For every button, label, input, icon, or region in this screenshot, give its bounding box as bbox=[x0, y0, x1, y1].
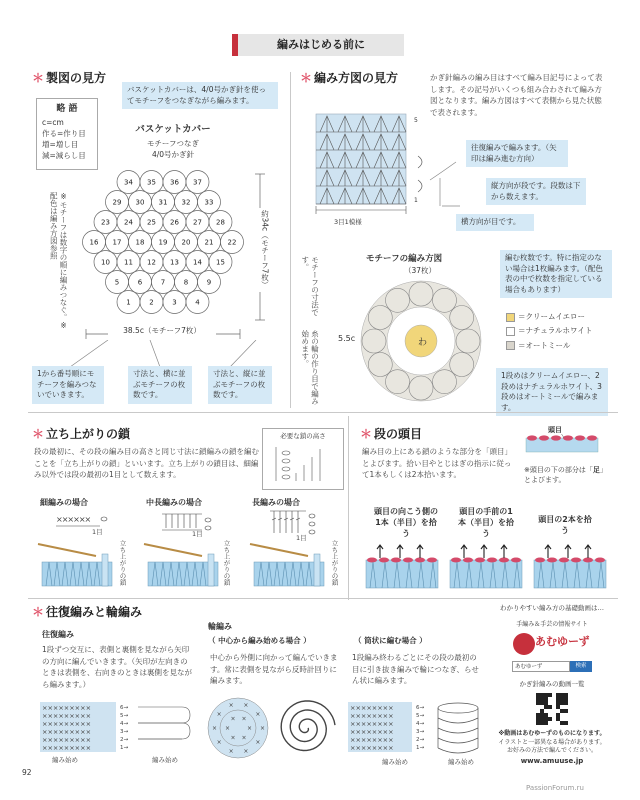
chain-illustrations bbox=[36, 542, 340, 592]
motif-number: 3 bbox=[172, 298, 177, 307]
hdc-one-label: 1目 bbox=[192, 530, 203, 538]
wa-center-illustration bbox=[206, 696, 346, 762]
svg-text:××××××××: ×××××××× bbox=[350, 736, 394, 744]
kind-dc: 長編みの場合 bbox=[252, 498, 300, 507]
ad-url[interactable]: www.amuuse.jp bbox=[520, 756, 584, 765]
svg-text:×: × bbox=[260, 725, 266, 732]
kind-hdc: 中長編みの場合 bbox=[146, 498, 202, 507]
motif-number: 32 bbox=[181, 198, 191, 207]
svg-text:5→: 5→ bbox=[416, 713, 425, 719]
chart-leaders bbox=[428, 152, 468, 222]
motif-number: 14 bbox=[193, 258, 202, 267]
section-title-amikata: ＊ 編み方図の見方 bbox=[300, 71, 399, 85]
motif-size-vertical: モチーフの寸法です。 bbox=[300, 256, 320, 316]
motif-number: 27 bbox=[193, 218, 202, 227]
chain-height-title: 必要な鎖の高さ bbox=[280, 432, 326, 440]
wa-body-2: 1段編み終わるごとにその段の最初の目に引き抜き編みで輪につなぎ、らせん状に編みます。 bbox=[352, 653, 479, 686]
callout-count: 編む枚数です。特に指定のない場合は1枚編みます。（配色表の中で枚数を指定している場合もあります） bbox=[500, 250, 612, 298]
wa-subtitle-2: （ 筒状に編む場合 ） bbox=[354, 636, 427, 645]
search-button[interactable]: 検索 bbox=[570, 661, 592, 672]
tube-start-label-2: 編み始め bbox=[448, 758, 474, 766]
svg-text:5→: 5→ bbox=[120, 713, 129, 719]
head-label: 頭目 bbox=[548, 426, 562, 434]
motif-size-value: 5.5c bbox=[338, 334, 356, 343]
svg-text:××××××××: ×××××××× bbox=[350, 728, 394, 736]
motif-number: 2 bbox=[149, 298, 154, 307]
swatch-white-icon bbox=[506, 327, 515, 336]
divider-vertical-top bbox=[290, 72, 291, 408]
stitch-chart bbox=[306, 112, 436, 232]
svg-text:6→: 6→ bbox=[416, 705, 425, 711]
ofuku-start-label: 編み始め bbox=[52, 756, 78, 764]
legend-oatmeal: ＝オートミール bbox=[506, 339, 592, 353]
head-pick-illustrations bbox=[362, 544, 614, 590]
motif-number: 33 bbox=[204, 198, 214, 207]
svg-text:2→: 2→ bbox=[120, 737, 129, 743]
motif-number: 30 bbox=[135, 198, 145, 207]
motif-start-vertical: 糸の輪の作り目で編み始めます。 bbox=[300, 330, 320, 405]
logo-text: あむゆーず bbox=[535, 634, 590, 648]
amuuse-ad bbox=[492, 604, 612, 776]
chain-vertical-3: 立ち上がりの鎖 bbox=[330, 540, 339, 586]
divider-horizontal-1 bbox=[28, 412, 618, 413]
svg-text:×: × bbox=[243, 702, 249, 710]
svg-text:4→: 4→ bbox=[120, 721, 129, 727]
motif-number: 23 bbox=[101, 218, 110, 227]
color-legend bbox=[506, 310, 592, 353]
svg-text:×××××××××: ××××××××× bbox=[42, 728, 92, 736]
svg-text:×××××××××: ××××××××× bbox=[42, 712, 92, 720]
head-illustration bbox=[524, 426, 608, 466]
section-title-ofuku: ＊ 往復編みと輪編み bbox=[32, 605, 143, 619]
wa-body-1: 中心から外側に向かって編んでいきます。常に表側を見ながら反時計回りに編みます。 bbox=[210, 653, 338, 686]
divider-vertical-mid bbox=[348, 416, 349, 600]
chain-height-box bbox=[262, 428, 344, 490]
swatch-cream-icon bbox=[506, 313, 515, 322]
chart-row-5: 5 bbox=[414, 117, 418, 124]
sc-one-label: 1目 bbox=[92, 528, 103, 536]
svg-text:××××××: ×××××× bbox=[56, 515, 91, 524]
motif-number: 19 bbox=[158, 238, 168, 247]
svg-text:4→: 4→ bbox=[416, 721, 425, 727]
motif-number: 37 bbox=[193, 178, 202, 187]
motif-chart-count: （37枚） bbox=[404, 266, 437, 275]
size-bottom-label: 38.5c（モチーフ7枚） bbox=[108, 326, 216, 336]
svg-text:×: × bbox=[230, 734, 236, 742]
svg-text:×: × bbox=[228, 702, 234, 710]
motif-number: 7 bbox=[160, 278, 166, 287]
callout-height: 寸法と、縦に並ぶモチーフの枚数です。 bbox=[208, 366, 272, 404]
callout-order: 1から番号順にモチーフを編みつないでいきます。 bbox=[32, 366, 104, 404]
yarn-ball-icon bbox=[513, 633, 535, 655]
callout-tate: 縦方向が段です。段数は下から数えます。 bbox=[486, 178, 586, 205]
motif-number: 36 bbox=[170, 178, 179, 187]
callout-yoko: 横方向が目です。 bbox=[456, 214, 534, 231]
svg-text:2→: 2→ bbox=[416, 737, 425, 743]
section-title-dan: ＊ 段の頭目 bbox=[360, 427, 423, 441]
search-bar[interactable] bbox=[512, 661, 592, 672]
page-number: 92 bbox=[22, 768, 32, 777]
svg-text:わ: わ bbox=[418, 338, 428, 348]
callout-width: 寸法と、横に並ぶモチーフの枚数です。 bbox=[128, 366, 192, 404]
abbreviation-list: c=cm 作る=作り目 増=増し目 減=減らし目 bbox=[42, 118, 86, 160]
motif-number: 6 bbox=[137, 278, 143, 287]
motif-number: 22 bbox=[227, 238, 237, 247]
section-title-seizu: ＊ 製図の見方 bbox=[32, 71, 107, 85]
motif-number: 10 bbox=[101, 258, 110, 267]
motif-number: 20 bbox=[181, 238, 191, 247]
callout-fukuro: 往復編みで編みます。（矢印は編み進む方向） bbox=[466, 140, 568, 167]
kind-sc: 細編みの場合 bbox=[40, 498, 88, 507]
svg-text:1→: 1→ bbox=[416, 745, 425, 751]
motif-chart-title: モチーフの編み方図 bbox=[366, 254, 443, 264]
chart-row-1: 1 bbox=[414, 197, 418, 204]
ad-line-1: わかりやすい編み方の基礎動画は… bbox=[500, 604, 604, 612]
svg-text:×××××××××: ××××××××× bbox=[42, 744, 92, 752]
motif-number: 5 bbox=[114, 278, 120, 287]
motif-number: 4 bbox=[195, 298, 200, 307]
hdc-chart bbox=[160, 510, 222, 536]
pick-both-label: 頭目の2本を拾う bbox=[538, 515, 592, 536]
amikata-intro: かぎ針編みの編み目はすべて編み目記号によって表します。その記号がいくつも組み合わされて編み方図となります。編み方図はすべて表側から見た状態で表されます。 bbox=[430, 73, 603, 117]
callout-color: 1段めはクリームイエロー、2段めはナチュラルホワイト、3段めはオートミールで編みます。 bbox=[496, 368, 608, 416]
svg-text:×: × bbox=[241, 715, 247, 723]
chain-vertical-2: 立ち上がりの鎖 bbox=[222, 540, 231, 586]
ofuku-start-label-2: 編み始め bbox=[152, 756, 178, 764]
motif-number: 9 bbox=[206, 278, 212, 287]
motif-number: 35 bbox=[147, 178, 156, 187]
motif-number: 26 bbox=[170, 218, 179, 227]
base-pattern-label: 3目1模様 bbox=[334, 218, 362, 226]
svg-text:×: × bbox=[241, 734, 247, 742]
pick-front-label: 頭目の手前の1本（半目）を拾う bbox=[458, 507, 514, 539]
svg-text:×: × bbox=[216, 739, 222, 747]
motif-number: 29 bbox=[112, 198, 122, 207]
svg-text:×××××××××: ××××××××× bbox=[42, 720, 92, 728]
abbreviation-box bbox=[36, 98, 98, 170]
svg-text:×: × bbox=[228, 747, 234, 755]
foot-note: ※頭目の下の部分は「足」とよびます。 bbox=[524, 466, 607, 484]
svg-text:×: × bbox=[225, 725, 231, 732]
diagram-title: バスケットカバー bbox=[135, 124, 211, 135]
ofuku-chart bbox=[38, 700, 198, 764]
svg-text:××××××××: ×××××××× bbox=[350, 704, 394, 712]
qr-code-icon[interactable] bbox=[536, 693, 568, 725]
dan-body: 編み目の上にある鎖のような部分を「頭目」とよびます。拾い目やとじはぎの指示に従って1本もしくは2本拾います。 bbox=[362, 447, 512, 480]
svg-text:××××××××: ×××××××× bbox=[350, 720, 394, 728]
svg-text:×: × bbox=[255, 739, 261, 747]
callout-basket: バスケットカバーは、4/0号かぎ針を使ってモチーフをつなぎながら編みます。 bbox=[122, 82, 278, 109]
svg-text:6→: 6→ bbox=[120, 705, 129, 711]
ofuku-body: 1段ずつ交互に、表側と裏側を見ながら矢印の方向に編んでいきます。（矢印が左向きのときは表側を、右向きのときは裏側を見ながら編みます。） bbox=[42, 645, 192, 689]
page-header: 編みはじめる前に bbox=[232, 34, 404, 56]
ad-line-3: かぎ針編みの動画一覧 bbox=[519, 679, 585, 688]
tachiagari-body: 段の最初に、その段の編み目の高さと同じ寸法に鎖編みの鎖を編むことを「立ち上がりの鎖」といいます。立ち上がりの鎖目は、細編み以外では段の最初の1目として数えます。 bbox=[34, 447, 259, 480]
motif-number: 11 bbox=[124, 258, 133, 267]
section-title-tachiagari: ＊ 立ち上がりの鎖 bbox=[32, 427, 131, 441]
motif-number: 24 bbox=[124, 218, 133, 227]
size-right-label: 約34c（モチーフ7枚） bbox=[252, 208, 278, 292]
pick-back-label: 頭目の向こう側の1本（半目）を拾う bbox=[374, 507, 438, 539]
svg-text:×: × bbox=[230, 715, 236, 723]
search-input[interactable]: あむゆーず bbox=[512, 661, 570, 672]
motif-number: 15 bbox=[216, 258, 225, 267]
svg-text:1→: 1→ bbox=[120, 745, 129, 751]
motif-number: 18 bbox=[135, 238, 145, 247]
ofuku-subtitle: 往復編み bbox=[42, 630, 74, 639]
svg-text:××××××××: ×××××××× bbox=[350, 744, 394, 752]
svg-text:×: × bbox=[255, 710, 261, 718]
chain-vertical-1: 立ち上がりの鎖 bbox=[118, 540, 127, 586]
divider-horizontal-2 bbox=[28, 598, 618, 599]
svg-text:×: × bbox=[212, 725, 218, 732]
ad-notes: ※動画はあむゆーずのものになります。 イラストと一部異なる場合があります。 お好みの方法で編んでください。 bbox=[498, 730, 606, 755]
vertical-note: ※モチーフは数字の順に編みつなぐ。※配色は編み方図参照 bbox=[49, 192, 68, 330]
motif-number: 25 bbox=[147, 218, 156, 227]
motif-number: 17 bbox=[112, 238, 122, 247]
svg-text:××××××××: ×××××××× bbox=[350, 712, 394, 720]
motif-number: 28 bbox=[216, 218, 225, 227]
tube-start-label: 編み始め bbox=[382, 758, 408, 766]
svg-text:3→: 3→ bbox=[120, 729, 129, 735]
motif-stitch-diagram bbox=[356, 276, 486, 406]
motif-number: 12 bbox=[147, 258, 156, 267]
sc-chart bbox=[56, 512, 112, 534]
svg-text:×××××××××: ××××××××× bbox=[42, 704, 92, 712]
motif-number: 1 bbox=[126, 298, 131, 307]
head-swatch bbox=[524, 434, 608, 470]
abbreviation-title: 略 語 bbox=[56, 104, 78, 114]
dc-one-label: 1目 bbox=[296, 534, 307, 542]
legend-cream: ＝クリームイエロー bbox=[506, 310, 592, 324]
svg-text:×: × bbox=[216, 710, 222, 718]
svg-text:×: × bbox=[247, 725, 253, 732]
svg-text:×: × bbox=[243, 747, 249, 755]
legend-white: ＝ナチュラルホワイト bbox=[506, 324, 592, 338]
amuuse-logo bbox=[513, 631, 591, 659]
svg-text:3→: 3→ bbox=[416, 729, 425, 735]
svg-text:×××××××××: ××××××××× bbox=[42, 736, 92, 744]
wa-subtitle-1: （ 中心から編み始める場合 ） bbox=[208, 636, 311, 645]
motif-number: 8 bbox=[183, 278, 189, 287]
wa-title: 輪編み bbox=[208, 622, 232, 631]
motif-circles bbox=[83, 171, 244, 314]
motif-number: 34 bbox=[124, 178, 133, 187]
diagram-subtitle-2: 4/0号かぎ針 bbox=[151, 150, 195, 159]
ad-line-2: 手編み＆手芸の情報サイト bbox=[516, 620, 588, 628]
motif-number: 21 bbox=[204, 238, 214, 247]
motif-number: 16 bbox=[89, 238, 99, 247]
watermark: PassionForum.ru bbox=[526, 784, 584, 792]
motif-number: 31 bbox=[158, 198, 168, 207]
swatch-oatmeal-icon bbox=[506, 341, 515, 350]
chain-height-diagram bbox=[266, 441, 340, 483]
diagram-subtitle-1: モチーフつなぎ bbox=[146, 139, 200, 148]
wa-tube-illustration bbox=[346, 700, 486, 762]
motif-number: 13 bbox=[170, 258, 179, 267]
